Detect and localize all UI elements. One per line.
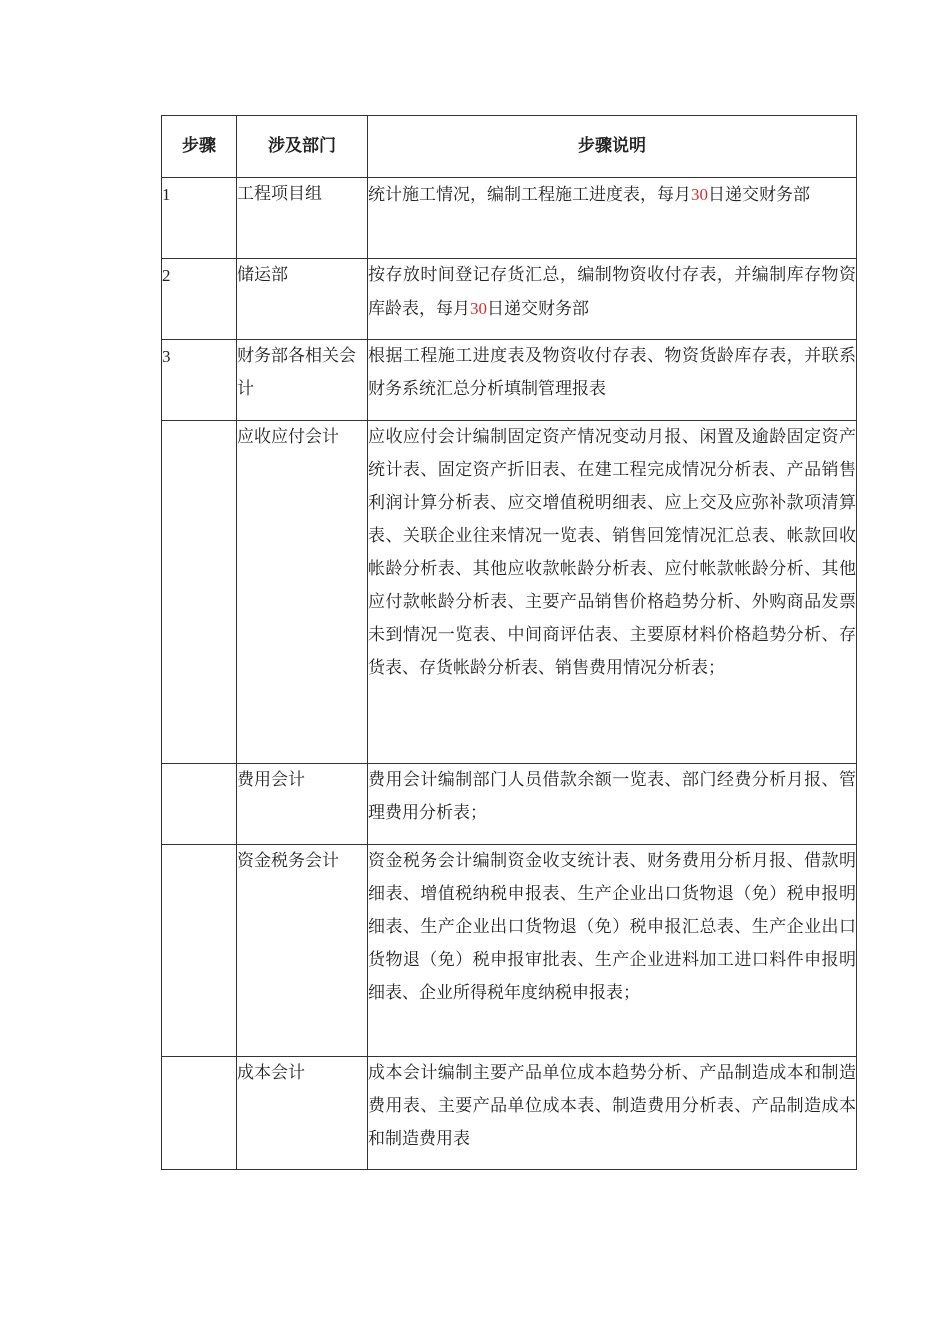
table-row (162, 259, 857, 340)
highlight-day: 30 (470, 299, 487, 318)
department: 资金税务会计 (237, 845, 368, 1057)
step-description (368, 178, 857, 259)
header-dept: 涉及部门 (237, 116, 368, 178)
step-description: 资金税务会计编制资金收支统计表、财务费用分析月报、借款明细表、增值税纳税申报表、生产企业出口货物退（免）税申报明细表、生产企业出口货物退（免）税申报汇总表、生产企业出口货物退（免）税申报审批表、生产企业进料加工进口料件申报明细表、企业所得税年度纳税申报表； (368, 845, 857, 1057)
step-description: 应收应付会计编制固定资产情况变动月报、闲置及逾龄固定资产统计表、固定资产折旧表、在建工程完成情况分析表、产品销售利润计算分析表、应交增值税明细表、应上交及应弥补款项清算表、关联企业往来情况一览表、销售回笼情况汇总表、帐款回收帐龄分析表、其他应收款帐龄分析表、应付帐款帐龄分析、其他应付款帐龄分析表、主要产品销售价格趋势分析、外购商品发票未到情况一览表、中间商评估表、主要原材料价格趋势分析、存货表、存货帐龄分析表、销售费用情况分析表； (368, 421, 857, 764)
department: 应收应付会计 (237, 421, 368, 764)
step-description: 费用会计编制部门人员借款余额一览表、部门经费分析月报、管理费用分析表； (368, 764, 857, 845)
steps-table (161, 115, 857, 1170)
step-number (162, 421, 237, 764)
description-text: 日递交财务部 (708, 185, 810, 205)
table-row (162, 764, 857, 845)
description-text: 按存放时间登记存货汇总，编制物资收付存表，并编制库存物资库龄表，每月 (368, 265, 856, 319)
department: 储运部 (237, 259, 368, 340)
header-step: 步骤 (162, 116, 237, 178)
step-description (368, 259, 857, 340)
step-number (162, 845, 237, 1057)
department: 成本会计 (237, 1057, 368, 1170)
table-header-row (162, 116, 857, 178)
description-text: 日递交财务部 (487, 299, 589, 319)
table-row (162, 1057, 857, 1170)
table-row (162, 340, 857, 421)
step-number (162, 764, 237, 845)
department: 财务部各相关会计 (237, 340, 368, 421)
description-text: 统计施工情况，编制工程施工进度表，每月 (368, 185, 691, 205)
step-number: 1 (162, 178, 237, 259)
step-description: 成本会计编制主要产品单位成本趋势分析、产品制造成本和制造费用表、主要产品单位成本表、制造费用分析表、产品制造成本和制造费用表 (368, 1057, 857, 1170)
table-row (162, 845, 857, 1057)
department: 费用会计 (237, 764, 368, 845)
table-row (162, 421, 857, 764)
step-number: 2 (162, 259, 237, 340)
step-description: 根据工程施工进度表及物资收付存表、物资货龄库存表，并联系财务系统汇总分析填制管理报表 (368, 340, 857, 421)
step-number (162, 1057, 237, 1170)
table-row (162, 178, 857, 259)
header-desc: 步骤说明 (368, 116, 857, 178)
department: 工程项目组 (237, 178, 368, 259)
step-number: 3 (162, 340, 237, 421)
highlight-day: 30 (691, 185, 708, 204)
